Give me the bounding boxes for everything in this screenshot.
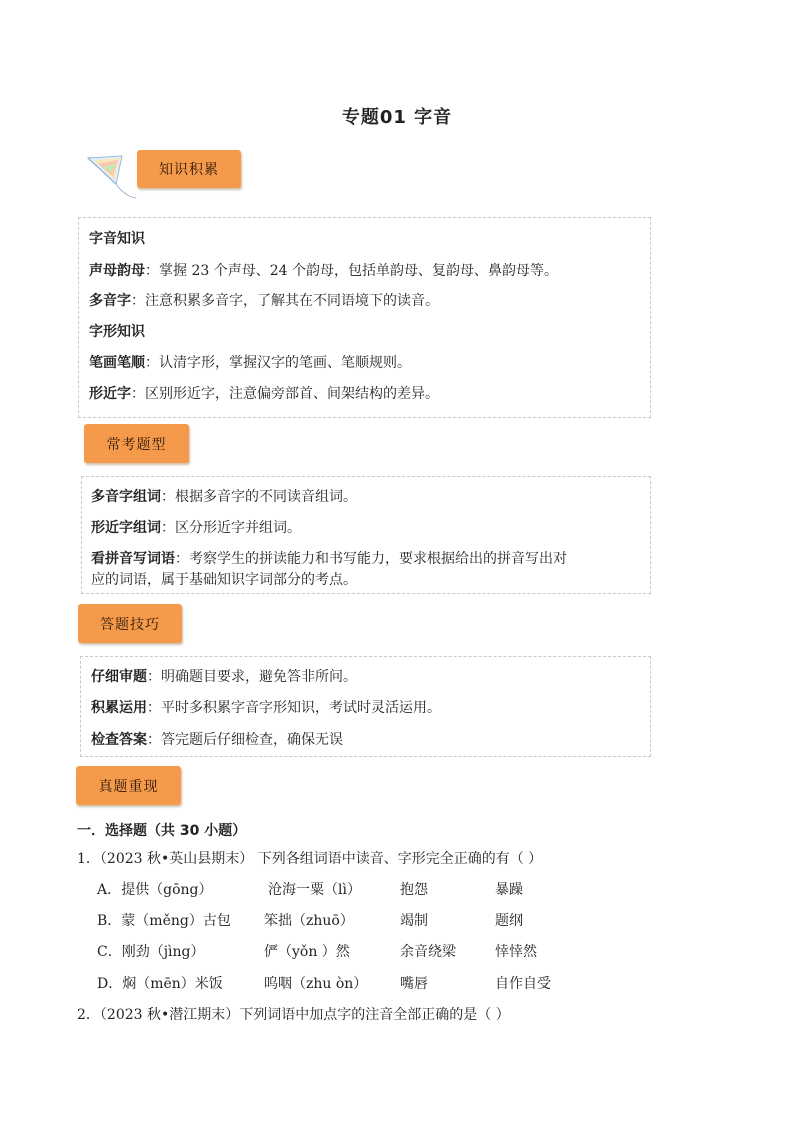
tag-knowledge: 知识积累 [137, 150, 241, 188]
q1-option-b-3: 竭制 [400, 913, 428, 929]
types-item-pinyin-writing: 看拼音写词语：考察学生的拼读能力和书写能力，要求根据给出的拼音写出对 [91, 551, 567, 567]
q1-option-c-2: 俨（yǒn ）然 [264, 944, 350, 960]
types-item-polyphone-words: 多音字组词：根据多音字的不同读音组词。 [91, 489, 357, 505]
question-2-stem: 2．（2023 秋•潜江期末）下列词语中加点字的注音全部正确的是（ ） [77, 1007, 510, 1023]
knowledge-heading-glyphs: 字形知识 [89, 324, 145, 340]
tips-item-read-carefully: 仔细审题：明确题目要求，避免答非所问。 [91, 669, 357, 685]
tips-item-check-answers: 检查答案：答完题后仔细检查，确保无误 [91, 732, 343, 748]
q1-option-a-1: A．提供（gōng） [97, 882, 213, 898]
q1-option-d-3: 嘴唇 [400, 976, 428, 992]
types-item-similar-words: 形近字组词：区分形近字并组词。 [91, 520, 301, 536]
page-title: 专题01 字音 [341, 107, 453, 128]
q1-option-b-2: 笨拙（zhuō） [264, 913, 354, 929]
knowledge-item-similar-chars: 形近字：区别形近字，注意偏旁部首、间架结构的差异。 [89, 386, 439, 402]
tag-common-types: 常考题型 [84, 424, 189, 463]
knowledge-item-polyphones: 多音字：注意积累多音字，了解其在不同语境下的读音。 [89, 293, 439, 309]
tag-real-questions: 真题重现 [76, 766, 181, 805]
q1-option-c-4: 悻悻然 [495, 944, 537, 960]
q1-option-a-4: 暴躁 [495, 882, 523, 898]
q1-option-d-2: 呜咽（zhu òn） [264, 976, 368, 992]
q1-option-c-1: C．刚劲（jìng） [97, 944, 205, 960]
q1-option-a-3: 抱怨 [400, 882, 428, 898]
kite-icon [86, 154, 138, 200]
knowledge-item-strokes: 笔画笔顺：认清字形，掌握汉字的笔画、笔顺规则。 [89, 355, 411, 371]
knowledge-heading-phonetics: 字音知识 [89, 231, 145, 247]
q1-option-d-4: 自作自受 [495, 976, 551, 992]
q1-option-a-2: 沧海一粟（lì） [268, 882, 361, 898]
q1-option-b-1: B．蒙（měng）古包 [97, 913, 231, 929]
tag-tips: 答题技巧 [78, 604, 182, 643]
types-item-pinyin-writing-cont: 应的词语，属于基础知识字词部分的考点。 [91, 572, 357, 588]
q1-option-d-1: D．焖（mēn）米饭 [97, 976, 223, 992]
tips-item-accumulate: 积累运用：平时多积累字音字形知识，考试时灵活运用。 [91, 700, 441, 716]
knowledge-item-initials-finals: 声母韵母：掌握 23 个声母、24 个韵母，包括单韵母、复韵母、鼻韵母等。 [89, 263, 558, 279]
q1-option-b-4: 题纲 [495, 913, 523, 929]
question-1-stem: 1．（2023 秋•英山县期末） 下列各组词语中读音、字形完全正确的有（ ） [77, 851, 543, 867]
q1-option-c-3: 余音绕梁 [400, 944, 456, 960]
section-heading: 一．选择题（共 30 小题） [77, 823, 247, 839]
